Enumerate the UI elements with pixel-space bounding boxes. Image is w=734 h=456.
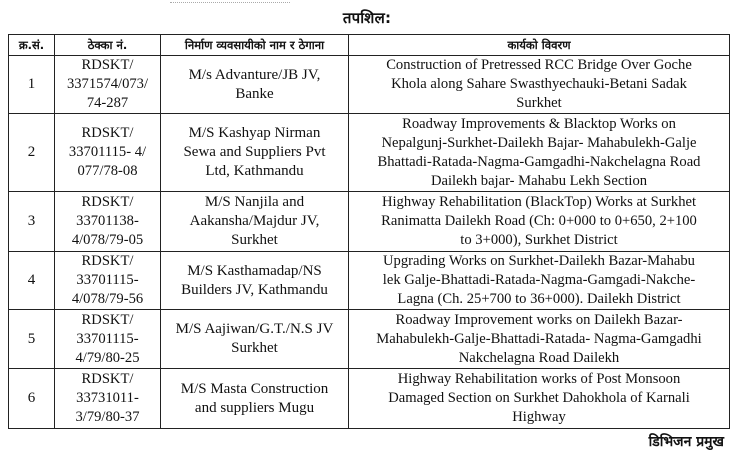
table-row	[9, 252, 730, 310]
text-line: 077/78-08	[77, 163, 138, 179]
text-line: RDSKT/	[81, 194, 134, 210]
cell-description	[349, 252, 730, 310]
text-line: M/S Aajiwan/G.T./N.S JV	[175, 321, 334, 337]
text-line: Ltd, Kathmandu	[205, 163, 304, 179]
text-line: M/s Advanture/JB JV,	[188, 66, 321, 83]
header-description: कार्यको विवरण	[349, 35, 730, 56]
cell-builder	[161, 114, 349, 192]
table-row	[9, 310, 730, 369]
cell-contract-no	[55, 369, 161, 429]
cell-serial: 5	[9, 310, 55, 369]
text-line: Surkhet	[516, 95, 562, 111]
text-line: RDSKT/	[81, 125, 134, 141]
table-row	[9, 369, 730, 429]
text-line: Sewa and Suppliers Pvt	[183, 144, 326, 160]
text-line: Upgrading Works on Surkhet-Dailekh Bazar-Mahabu	[383, 253, 695, 269]
text-line: Banke	[235, 85, 274, 102]
cell-description	[349, 114, 730, 192]
cell-serial: 1	[9, 56, 55, 114]
cell-builder	[161, 192, 349, 252]
text-line: Khola along Sahare Swasthyechauki-Betani Sadak	[391, 76, 687, 92]
header-serial: क्र.सं.	[9, 35, 55, 56]
cell-description	[349, 192, 730, 252]
table-header-row	[9, 35, 730, 56]
text-line: Surkhet	[231, 340, 278, 356]
cell-contract-no	[55, 252, 161, 310]
text-line: 4/078/79-05	[71, 232, 144, 248]
text-line: M/S Nanjila and	[204, 194, 305, 210]
header-builder: निर्माण व्यवसायीको नाम र ठेगाना	[161, 35, 349, 56]
section-heading: तपशिल:	[342, 9, 392, 27]
text-line: M/S Kasthamadap/NS	[187, 262, 322, 279]
text-line: Lagna (Ch. 25+700 to 36+000). Dailekh District	[397, 291, 681, 307]
text-line: Aakansha/Majdur JV,	[189, 213, 320, 229]
text-line: Builders JV, Kathmandu	[181, 281, 328, 298]
text-line: Bhattadi-Ratada-Nagma-Gamgadhi-Nakchelagna Road	[377, 153, 701, 170]
header-contract-no: ठेक्का नं.	[55, 35, 161, 56]
text-line: Roadway Improvement works on Dailekh Bazar-	[395, 311, 683, 328]
text-line: 33731011-	[76, 390, 139, 406]
text-line: Mahabulekh-Galje-Bhattadi-Ratada- Nagma-Gamgadhi	[376, 330, 702, 347]
cell-serial: 3	[9, 192, 55, 252]
cell-description	[349, 310, 730, 369]
text-line: lek Galje-Bhattadi-Ratada-Nagma-Gamgadi-Nakche-	[382, 272, 696, 288]
cell-description	[349, 369, 730, 429]
text-line: Highway Rehabilitation (BlackTop) Works at Surkhet	[381, 194, 697, 210]
text-line: 4/79/80-25	[75, 349, 140, 366]
text-line: RDSKT/	[81, 311, 134, 328]
text-line: Nepalgunj-Surkhet-Dailekh Bajar- Mahabulekh-Galje	[381, 134, 697, 151]
text-line: 4/078/79-56	[71, 291, 144, 307]
table-row	[9, 192, 730, 252]
text-line: Construction of Pretressed RCC Bridge Over Goche	[386, 57, 692, 73]
cell-contract-no	[55, 192, 161, 252]
cropped-text-remnant	[170, 0, 290, 3]
cell-contract-no	[55, 310, 161, 369]
text-line: 74-287	[86, 95, 129, 111]
text-line: RDSKT/	[81, 371, 134, 387]
text-line: Damaged Section on Surkhet Dahokhola of Karnali	[388, 390, 690, 406]
text-line: Highway Rehabilitation works of Post Monsoon	[397, 371, 681, 387]
signatory-title: डिभिजन प्रमुख	[648, 434, 724, 450]
text-line: 33701115- 4/	[68, 144, 147, 160]
cell-builder	[161, 310, 349, 369]
cell-builder	[161, 56, 349, 114]
text-line: 33701115-	[76, 330, 139, 347]
text-line: Highway	[512, 409, 566, 425]
cell-builder	[161, 369, 349, 429]
cell-contract-no	[55, 114, 161, 192]
text-line: RDSKT/	[81, 253, 134, 269]
text-line: M/S Masta Construction	[180, 380, 329, 397]
cell-serial: 2	[9, 114, 55, 192]
text-line: 33701115-	[76, 272, 139, 288]
cell-builder	[161, 252, 349, 310]
table-row	[9, 114, 730, 192]
cell-serial: 6	[9, 369, 55, 429]
text-line: 3371574/073/	[66, 76, 149, 92]
table-row	[9, 56, 730, 114]
text-line: M/S Kashyap Nirman	[188, 125, 321, 141]
text-line: to 3+000), Surkhet District	[460, 232, 618, 248]
text-line: RDSKT/	[81, 57, 134, 73]
cell-contract-no	[55, 56, 161, 114]
text-line: and suppliers Mugu	[194, 399, 315, 416]
text-line: 33701138-	[76, 213, 139, 229]
contracts-table	[8, 34, 730, 429]
text-line: Ranimatta Dailekh Road (Ch: 0+000 to 0+650, 2+100	[381, 213, 697, 229]
text-line: Surkhet	[231, 232, 278, 248]
text-line: Nakchelagna Road Dailekh	[458, 349, 620, 366]
text-line: 3/79/80-37	[75, 409, 140, 425]
text-line: Roadway Improvements & Blacktop Works on	[402, 115, 676, 132]
cell-description	[349, 56, 730, 114]
cell-serial: 4	[9, 252, 55, 310]
text-line: Dailekh bajar- Mahabu Lekh Section	[430, 172, 648, 189]
